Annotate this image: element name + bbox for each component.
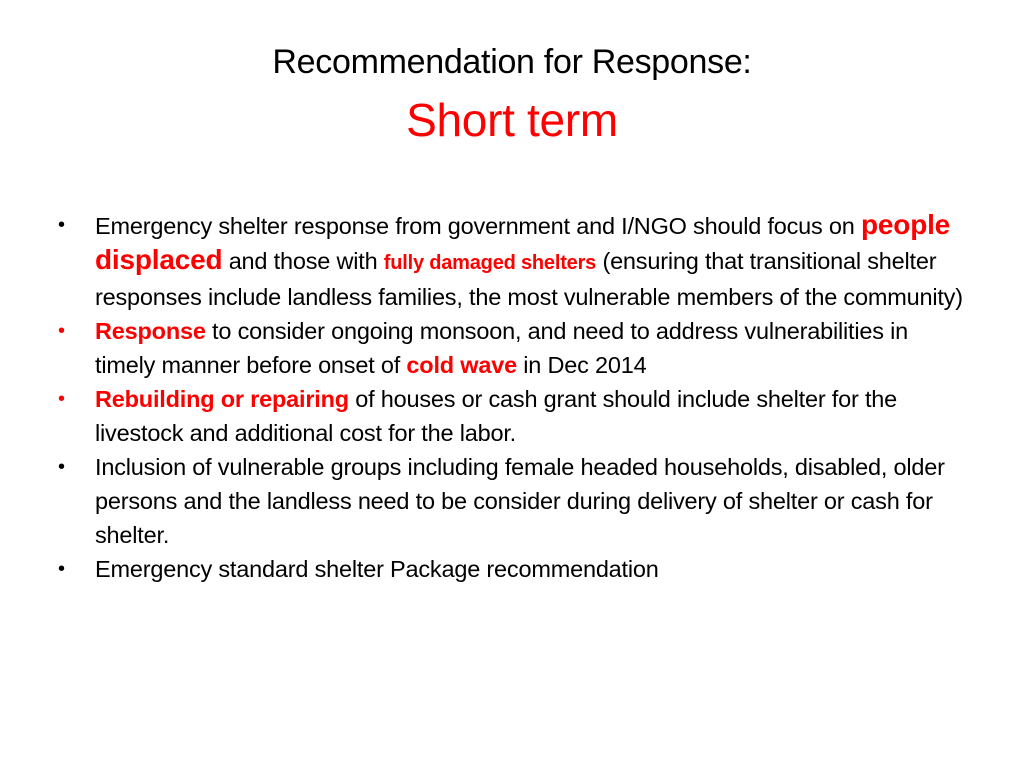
bullet-marker: •: [58, 456, 65, 478]
bullet-text: (ensuring that transitional shelter responses include landless families, the most vulnerable members of the community): [95, 248, 963, 310]
bullet-text: and those with: [222, 248, 384, 274]
bullet-item-response: [58, 314, 968, 382]
highlight-rebuilding-or-repairing: Rebuilding or repairing: [95, 386, 349, 412]
bullet-item-inclusion: [58, 450, 968, 552]
bullet-text: Emergency standard shelter Package recommendation: [95, 556, 659, 582]
bullet-item-shelter-focus: [58, 208, 968, 314]
bullet-marker: •: [58, 214, 65, 236]
highlight-fully-damaged-shelters: fully damaged shelters: [383, 252, 597, 274]
highlight-people-displaced: people displaced: [95, 209, 951, 275]
bullet-text: Emergency shelter response from government and I/NGO should focus on: [95, 213, 862, 239]
title-subtitle: Short term: [406, 94, 618, 146]
highlight-cold-wave: cold wave: [406, 352, 517, 378]
bullet-text: in Dec 2014: [516, 352, 647, 378]
bullet-item-shelter-package: [58, 552, 968, 586]
bullet-marker: •: [58, 320, 65, 342]
bullet-item-rebuilding: [58, 382, 968, 450]
title-main: Recommendation for Response:: [272, 43, 752, 81]
bullet-marker: •: [58, 388, 65, 410]
bullet-text: of houses or cash grant should include shelter for the livestock and additional cost for the labor.: [95, 386, 898, 446]
bullet-text: Inclusion of vulnerable groups including female headed households, disabled, older persons and the landless need to be consider during delivery of shelter or cash for shelter.: [95, 454, 945, 548]
slide-title: [0, 40, 1024, 150]
bullet-list: [58, 208, 968, 586]
bullet-text: to consider ongoing monsoon, and need to address vulnerabilities in timely manner before onset of: [95, 318, 909, 378]
bullet-marker: •: [58, 558, 65, 580]
highlight-response: Response: [95, 318, 206, 344]
